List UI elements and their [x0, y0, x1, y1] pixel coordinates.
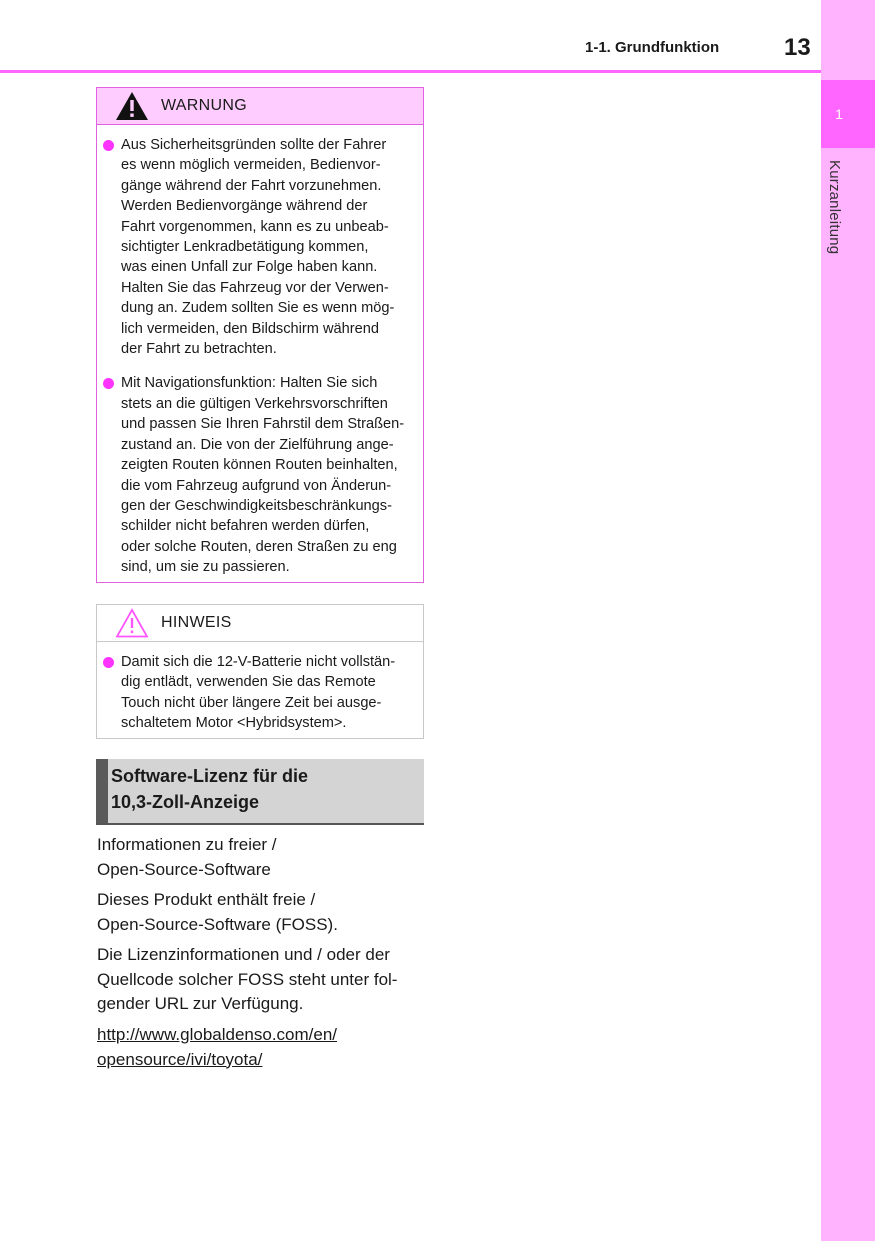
chapter-tab: [821, 80, 875, 148]
caution-triangle-outline-icon: [115, 608, 149, 638]
warning-header: [97, 88, 423, 125]
paragraph-foss-info: Informationen zu freier / Open-Source-Software: [97, 835, 277, 879]
warning-triangle-icon: [115, 91, 149, 121]
section-heading-bar: [96, 759, 108, 823]
section-heading: [96, 759, 424, 825]
bullet-dot-icon: [103, 378, 114, 389]
chapter-number: 1: [835, 106, 843, 122]
warning-title: WARNUNG: [161, 97, 247, 114]
notice-header: [97, 605, 423, 642]
warning-box: [96, 87, 424, 583]
license-url-link[interactable]: http://www.globaldenso.com/en/ opensource/ivi/toyota/: [97, 1025, 338, 1069]
page-number: 13: [784, 34, 811, 61]
list-item: Damit sich die 12-V-Batterie nicht vollstän- dig entlädt, verwenden Sie das Remote Touch nicht über längere Zeit bei ausge- schaltetem Motor <Hybridsystem>.: [103, 652, 413, 734]
list-item: Aus Sicherheitsgründen sollte der Fahrer es wenn möglich vermeiden, Bedienvor- gänge während der Fahrt vorzunehmen. Werden Bedienvorgänge während der Fahrt vorgenommen, kann es zu unbeab- sichtigter Lenkradbetätigung kommen, was einen Unfall zur Folge haben kann. Halten Sie das Fahrzeug vor der Verwen- dung an. Zudem sollten Sie es wenn mög- lich vermeiden, den Bildschirm während der Fahrt zu betrachten.: [103, 135, 413, 359]
warning-list: [97, 125, 423, 578]
bullet-dot-icon: [103, 657, 114, 668]
notice-title: HINWEIS: [161, 614, 232, 631]
header-divider: [0, 70, 821, 73]
notice-list: [97, 642, 423, 734]
section-heading-title: Software-Lizenz für die 10,3-Zoll-Anzeige: [111, 766, 309, 812]
chapter-label: Kurzanleitung: [826, 160, 843, 255]
paragraph-license-url: Die Lizenzinformationen und / oder der Quellcode solcher FOSS steht unter fol- gender URL zur Verfügung.: [97, 945, 398, 1013]
notice-box: [96, 604, 424, 739]
section-title: 1-1. Grundfunktion: [585, 39, 720, 56]
list-item: Mit Navigationsfunktion: Halten Sie sich stets an die gültigen Verkehrsvorschriften und passen Sie Ihren Fahrstil dem Straßen- zustand an. Die von der Zielführung ange- zeigten Routen können Routen beinhalten, die vom Fahrzeug aufgrund von Änderun- gen der Geschwindigkeitsbeschränkungs- schilder nicht befahren werden dürfen, oder solche Routen, deren Straßen zu eng sind, um sie zu passieren.: [103, 373, 413, 577]
bullet-dot-icon: [103, 140, 114, 151]
paragraph-foss-contains: Dieses Produkt enthält freie / Open-Source-Software (FOSS).: [97, 890, 338, 934]
